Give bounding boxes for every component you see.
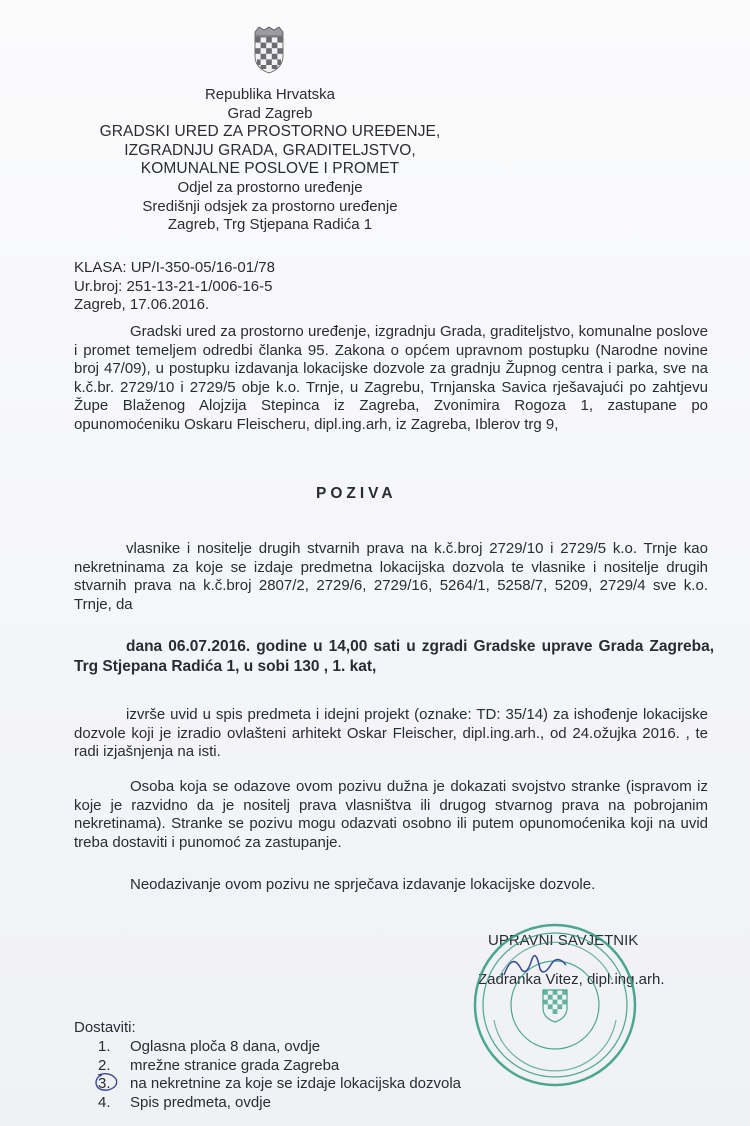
inspection-paragraph: izvrše uvid u spis predmeta i idejni projekt (oznake: TD: 35/14) za ishođenje lokacijske dozvole koji je izradio ovlašteni arhitekt Oskar Fleischer, dipl.ing.arh., od 24.ožujka 2016. , te radi izjašnjenja na isti. <box>74 706 708 761</box>
list-item-text: mrežne stranice grada Zagreba <box>130 1056 340 1074</box>
recipients-paragraph: vlasnike i nositelje drugih stvarnih prava na k.č.broj 2729/10 i 2729/5 k.o. Trnje kao nekretninama za koje se izdaje predmetna lokacijska dozvola te vlasnike i nositelje drugih stvarnih prava na k.č.broj 2807/2, 2729/6, 2729/16, 5264/1, 5258/7, 5209, 2729/4 sve k.o. Trnje, da <box>74 540 708 613</box>
header-office-line-3: KOMUNALNE POSLOVE I PROMET <box>140 160 400 178</box>
issuer-header <box>60 86 480 235</box>
signatory-title: UPRAVNI SAVJETNIK <box>488 932 639 949</box>
list-item-text: Spis predmeta, ovdje <box>130 1093 271 1111</box>
document-date: Zagreb, 17.06.2016. <box>74 296 210 314</box>
header-country: Republika Hrvatska <box>204 86 336 103</box>
list-item-text: Oglasna ploča 8 dana, ovdje <box>130 1038 321 1055</box>
header-city: Grad Zagreb <box>227 104 313 122</box>
poziva-heading: POZIVA <box>316 485 397 502</box>
header-address: Zagreb, Trg Stjepana Radića 1 <box>167 216 373 234</box>
header-office-line-1: GRADSKI URED ZA PROSTORNO UREĐENJE, <box>99 123 441 141</box>
list-item-number: 4. <box>98 1093 111 1111</box>
party-proof-paragraph: Osoba koja se odazove ovom pozivu dužna je dokazati svojstvo stranke (ispravom iz koje je razvidno da je nositelj prava vlasništva ili drugog stvarnog prava na pobrojanim nekretinama). Stranke se pozivu mogu odazvati osobno ili putem opunomoćenika koji na uvid treba dostaviti i punomoć za zastupanje. <box>74 778 708 851</box>
urbroj-number: Ur.broj: 251-13-21-1/006-16-5 <box>74 277 273 295</box>
non-attendance-paragraph: Neodazivanje ovom pozivu ne sprječava izdavanje lokacijske dozvole. <box>130 876 596 893</box>
list-item <box>98 1038 461 1057</box>
reference-block <box>74 259 275 315</box>
header-section: Središnji odsjek za prostorno uređenje <box>142 197 398 215</box>
list-item <box>98 1075 461 1094</box>
header-office-line-2: IZGRADNJU GRADA, GRADITELJSTVO, <box>124 141 416 159</box>
list-item-text: na nekretnine za koje se izdaje lokacijska dozvola <box>130 1075 462 1093</box>
list-item <box>98 1094 461 1113</box>
list-item-number: 3. <box>98 1075 111 1093</box>
meeting-paragraph: dana 06.07.2016. godine u 14,00 sati u zgradi Gradske uprave Grada Zagreba, Trg Stjepana Radića 1, u sobi 130 , 1. kat, <box>74 638 714 675</box>
list-item <box>98 1057 461 1076</box>
handwritten-signature-icon <box>500 945 580 985</box>
intro-paragraph: Gradski ured za prostorno uređenje, izgradnju Grada, graditeljstvo, komunalne poslove i promet temeljem odredbi članka 95. Zakona o općem upravnom postupku (Narodne novine broj 47/09), u postupku izdavanja lokacijske dozvole za gradnju Župnog centra i parka, sve na k.č.br. 2729/10 i 2729/5 obje k.o. Trnje, u Zagrebu, Trnjanska Savica rješavajući po zahtjevu Župe Blaženog Alojzija Stepinca iz Zagreba, Zvonimira Rogoza 1, zastupane po opunomoćeniku Oskaru Fleischeru, dipl.ing.arh, iz Zagreba, Iblerov trg 9, <box>74 323 708 433</box>
coat-of-arms-icon <box>252 26 286 74</box>
distribution-list <box>98 1038 461 1112</box>
header-department: Odjel za prostorno uređenje <box>177 178 363 196</box>
list-item-number: 1. <box>98 1038 111 1055</box>
hand-drawn-circle-mark-icon <box>92 1071 122 1093</box>
signatory-name: Zadranka Vitez, dipl.ing.arh. <box>478 971 665 988</box>
klasa-number: KLASA: UP/I-350-05/16-01/78 <box>74 259 275 276</box>
list-item-number: 2. <box>98 1056 111 1074</box>
distribution-label: Dostaviti: <box>74 1019 136 1036</box>
